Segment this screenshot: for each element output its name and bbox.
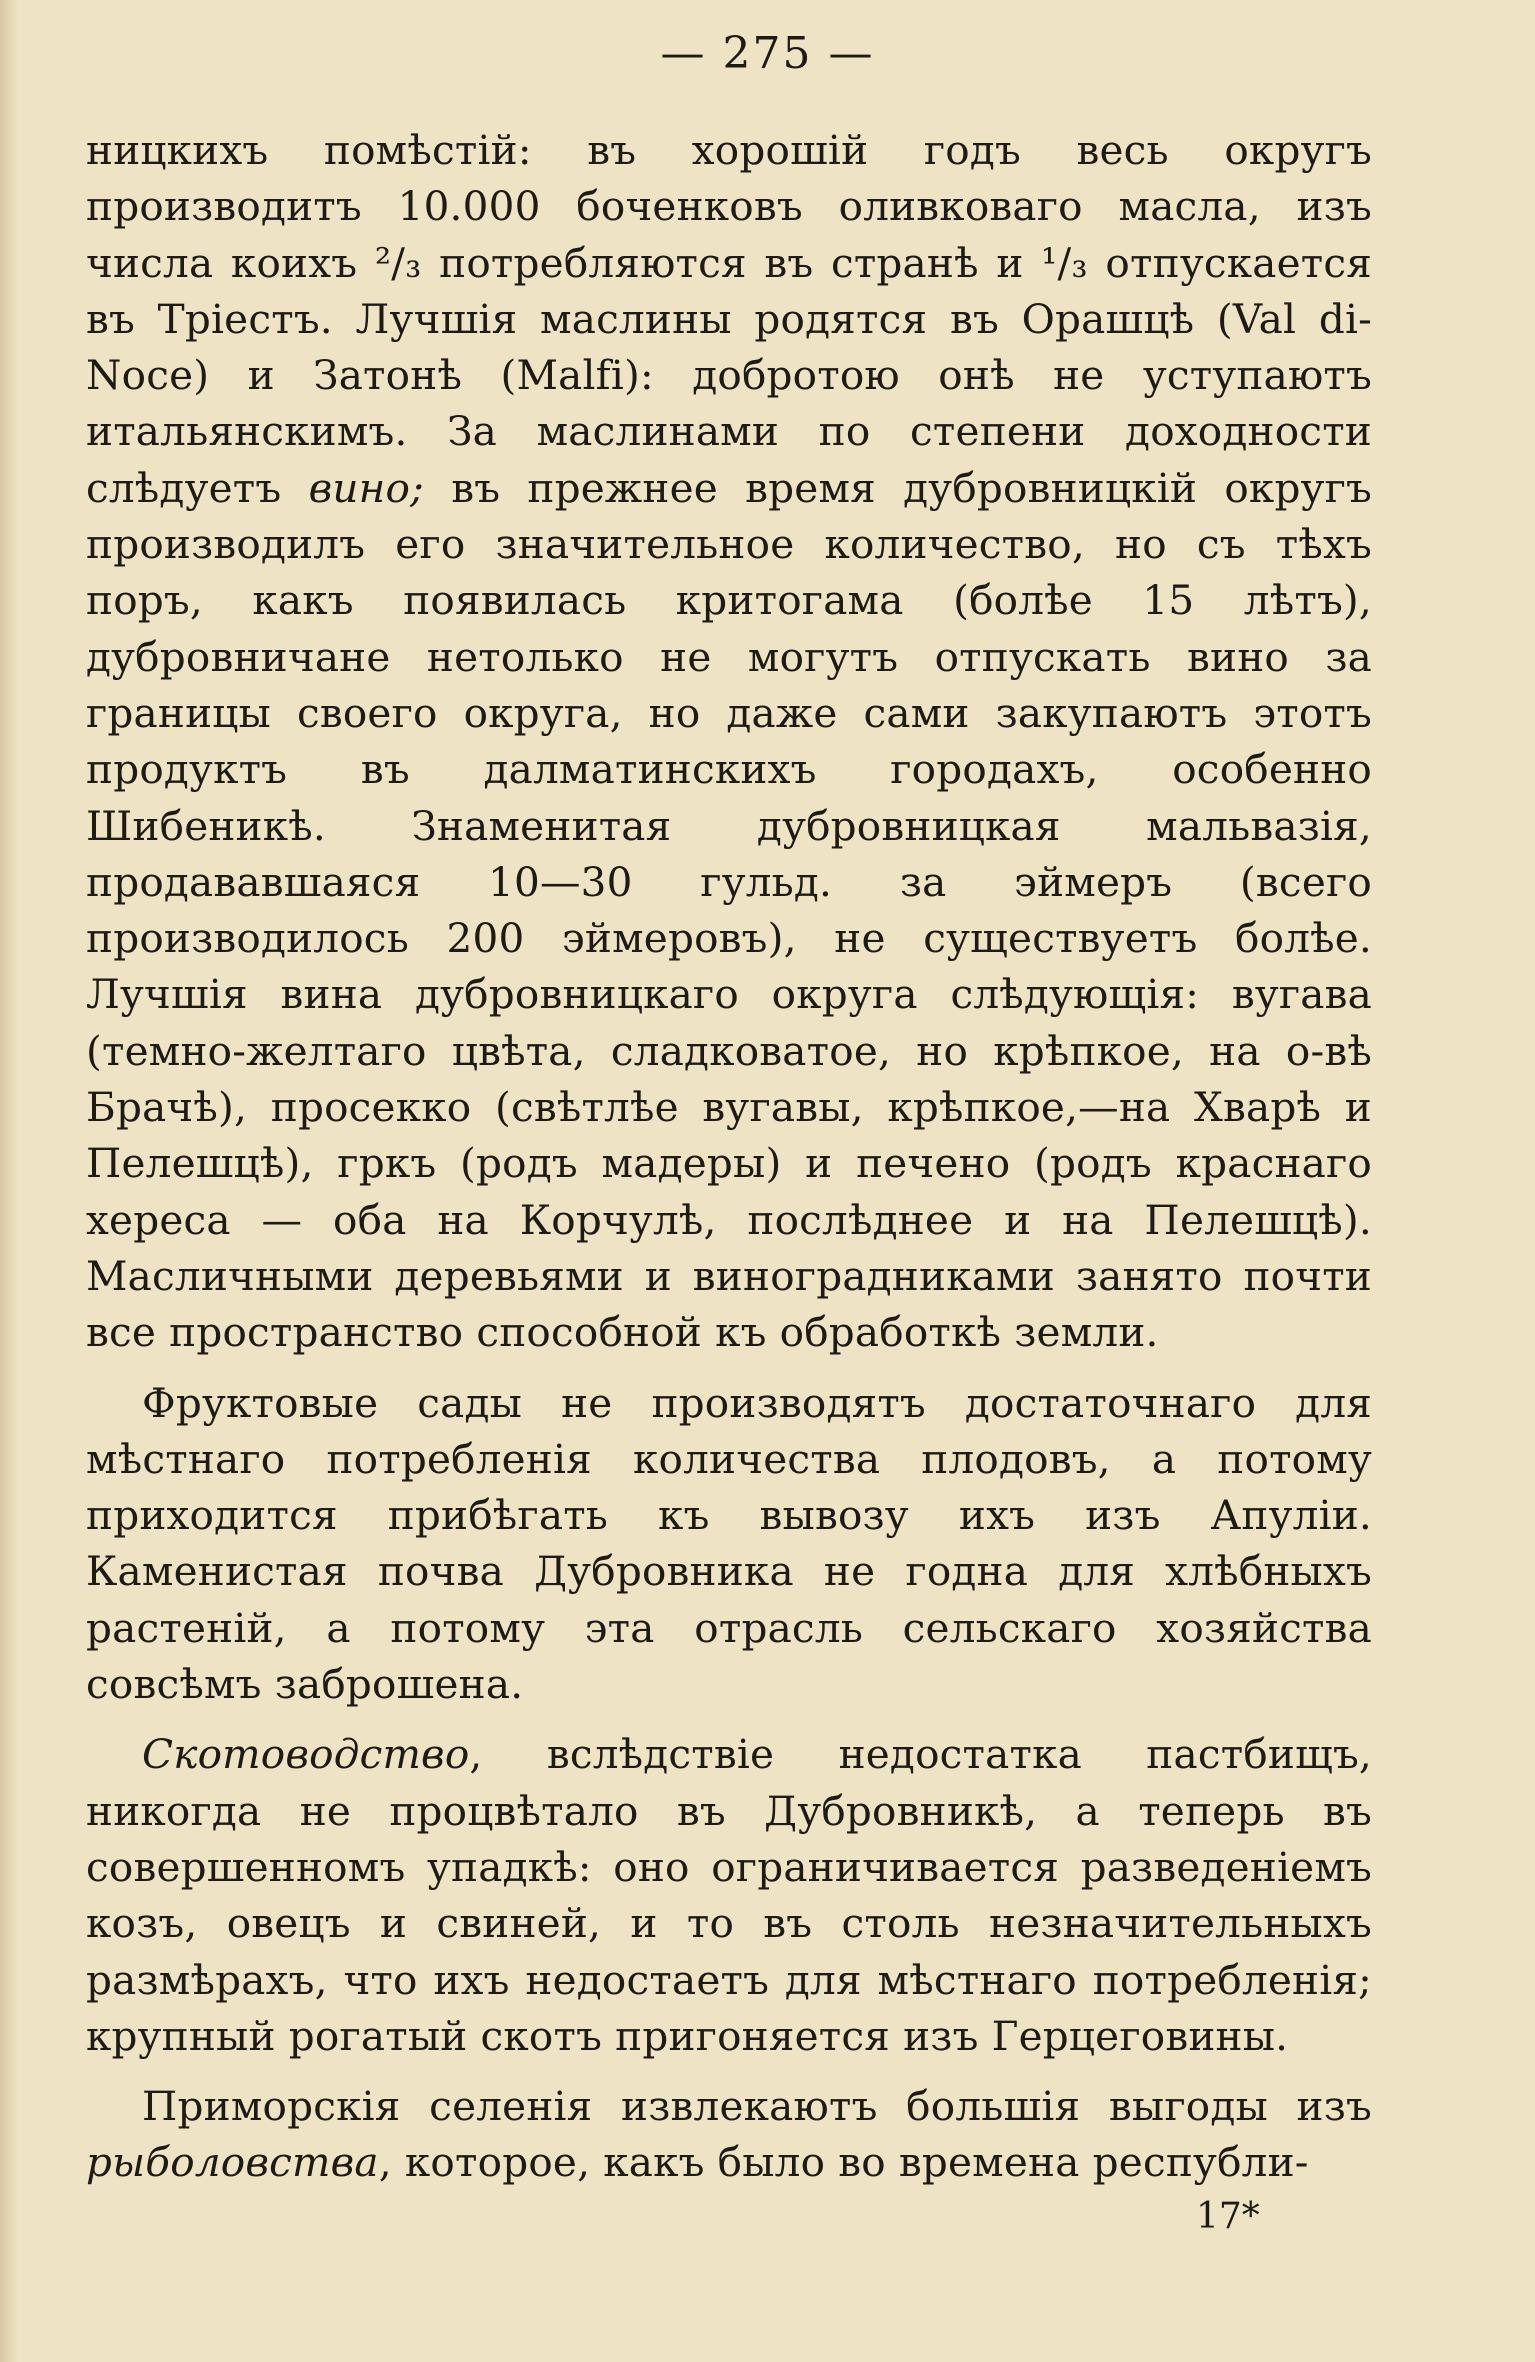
page-edge-shadow bbox=[0, 0, 18, 2362]
italic-term-fishing: рыболовства bbox=[86, 2138, 379, 2187]
text-segment: Фруктовые сады не производятъ достаточнаго для мѣстнаго потребленія количества плодовъ, а потому приходится прибѣгать къ вывозу ихъ изъ Апуліи. Каменистая почва Дубровника не годна для хлѣбныхъ растеній, а потому эта отрасль сельскаго хозяйства совсѣмъ заброшена. bbox=[86, 1378, 1372, 1709]
text-segment: , вслѣдствіе недостатка пастбищъ, никогда не процвѣтало въ Дубровникѣ, а теперь въ совершенномъ упадкѣ: оно ограничивается разведеніемъ козъ, овецъ и свиней, и то въ столь незначительныхъ размѣрахъ, что ихъ недостаетъ для мѣстнаго потребленія; крупный рогатый скотъ пригоняется изъ Герцеговины. bbox=[86, 1730, 1372, 2060]
text-segment: въ прежнее время дубровницкій округъ производилъ его значительное количество, но съ тѣхъ поръ, какъ появилась критогама (болѣе 15 лѣтъ), дубровничане нетолько не могутъ отпускать вино за границы своего округа, но даже сами закупаютъ этотъ продуктъ въ далматинскихъ городахъ, особенно Шибеникѣ. Знаменитая дубровницкая мальвазія, продававшаяся 10—30 гульд. за эймеръ (всего производилось 200 эймеровъ), не существуетъ болѣе. Лучшія вина дубровницкаго округа слѣдующія: вугава (темно-желтаго цвѣта, сладковатое, но крѣпкое, на о-вѣ Брачѣ), просекко (свѣтлѣе вугавы, крѣпкое,—на Хварѣ и Пелешцѣ), гркъ (родъ мадеры) и печено (родъ краснаго хереса — оба на Корчулѣ, послѣднее и на Пелешцѣ). Масличными деревьями и виноградниками занято почти все пространство способной къ обработкѣ земли. bbox=[86, 463, 1372, 1357]
paragraph-livestock bbox=[86, 1726, 1372, 2064]
italic-term-wine: вино; bbox=[308, 463, 424, 512]
text-segment: Приморскія селенія извлекаютъ большія выгоды изъ bbox=[142, 2082, 1372, 2131]
paragraph-olive-wine bbox=[86, 122, 1372, 1361]
page-number: — 275 — bbox=[660, 28, 875, 79]
paragraph-fishing bbox=[86, 2078, 1372, 2191]
text-segment: ницкихъ помѣстій: въ хорошій годъ весь округъ производитъ 10.000 боченковъ оливковаго масла, изъ числа коихъ ²/₃ потребляются въ странѣ и ¹/₃ отпускается въ Тріестъ. Лучшія маслины родятся въ Орашцѣ (Val di-Noce) и Затонѣ (Malfi): добротою онѣ не уступаютъ итальянскимъ. За маслинами по степени доходности слѣдуетъ bbox=[86, 126, 1372, 512]
text-segment: , которое, какъ было во времена республи- bbox=[378, 2138, 1309, 2187]
italic-term-livestock: Скотоводство bbox=[142, 1730, 470, 1779]
paragraph-orchards bbox=[86, 1375, 1372, 1713]
text-body bbox=[86, 122, 1372, 2191]
signature-mark: 17* bbox=[1196, 2196, 1260, 2237]
